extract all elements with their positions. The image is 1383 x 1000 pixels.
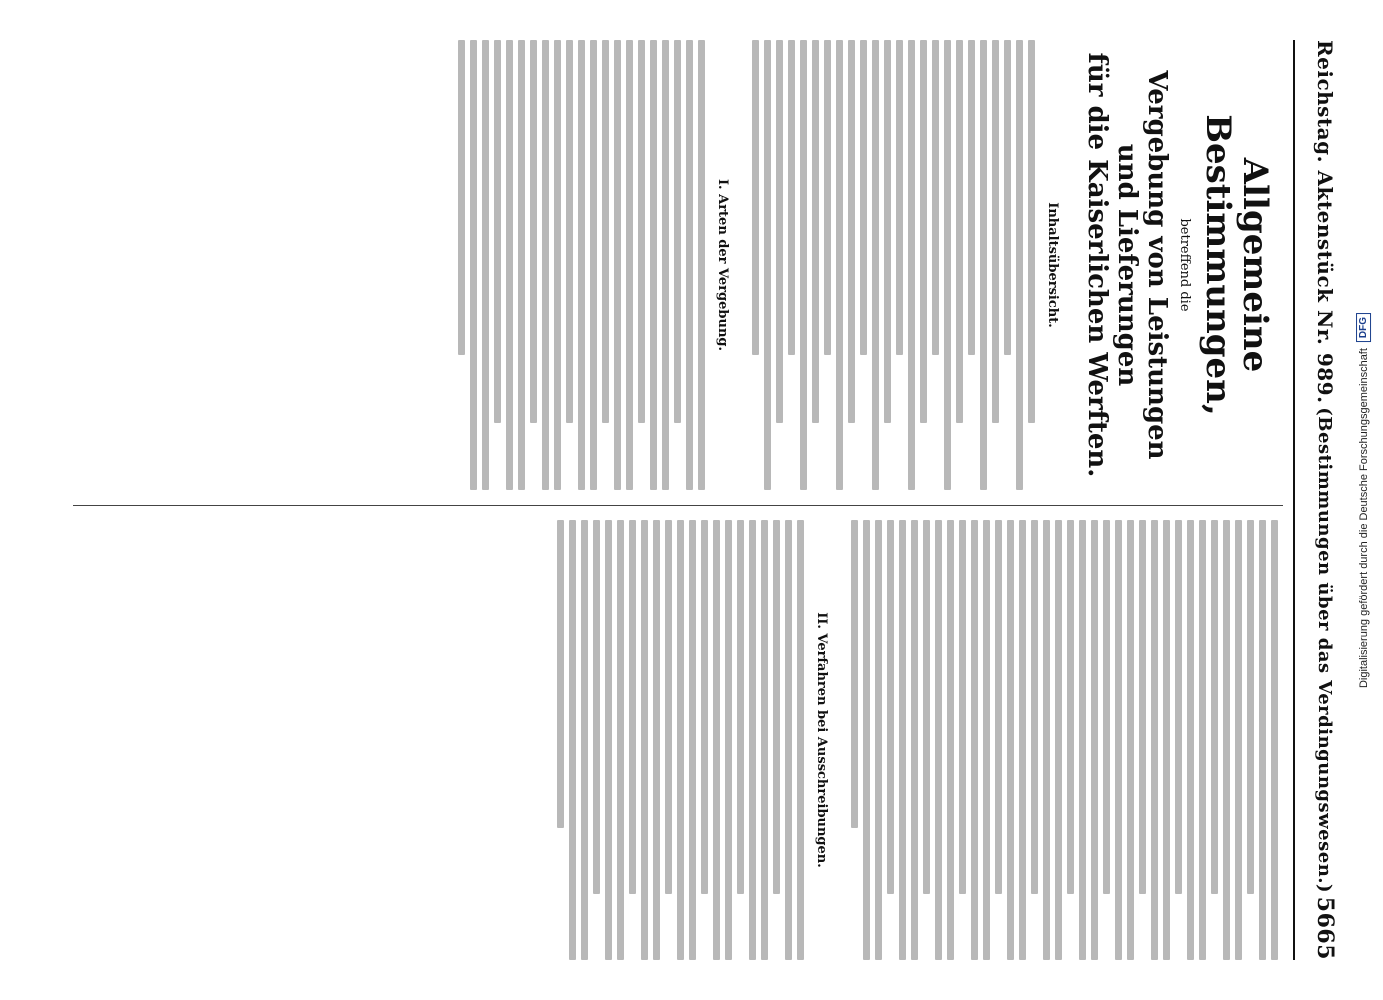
title-block (1082, 40, 1273, 490)
section-heading-1: I. Arten der Vergebung. (714, 178, 730, 352)
section-2-body (557, 520, 804, 960)
running-head (1305, 40, 1345, 960)
running-head-middle: (Bestimmungen über das Verdingungswesen.) (1314, 407, 1336, 894)
digitization-credit (1346, 0, 1382, 1000)
page-number: 5665 (1312, 896, 1338, 960)
dfg-logo-icon: DFG (1357, 312, 1372, 341)
right-column (60, 520, 1283, 960)
title-subtitle: betreffend die (1177, 218, 1193, 312)
title-line-1: Vergebung von Leistungen und Lieferungen (1112, 70, 1173, 460)
section-1-body (458, 40, 705, 490)
column-divider (73, 505, 1283, 506)
page-title: Allgemeine Bestimmungen, (1197, 114, 1275, 416)
title-line-2: für die Kaiserlichen Werften. (1082, 52, 1113, 478)
header-rule (1293, 40, 1295, 960)
right-column-body-top (851, 520, 1278, 960)
toc-heading: Inhaltsübersicht. (1044, 202, 1060, 328)
left-column (60, 40, 1283, 490)
running-head-left: Reichstag. Aktenstück Nr. 989. (1313, 40, 1337, 404)
credit-text: Digitalisierung gefördert durch die Deutsche Forschungsgemeinschaft (1358, 347, 1371, 688)
section-heading-2: II. Verfahren bei Ausschreibungen. (814, 612, 829, 868)
toc-body (752, 40, 1035, 490)
